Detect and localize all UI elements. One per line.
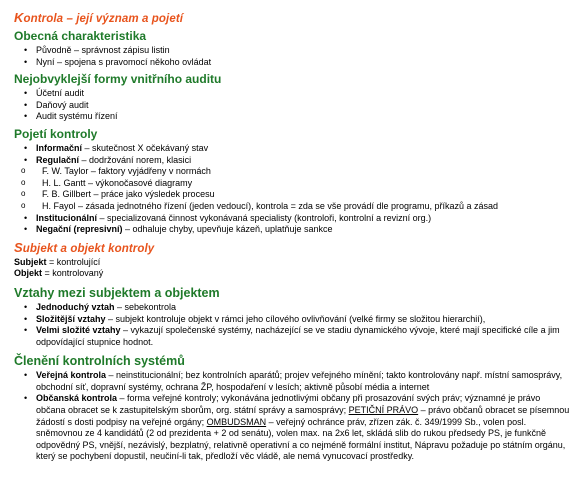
sub-list-item: o H. Fayol – zásada jednotného řízení (jeden vedoucí), kontrola = zda se vše provádí dle programu, příkazů a zásad (14, 201, 571, 213)
sublist-klasici (14, 166, 571, 212)
desc: – dodržování norem, klasici (79, 154, 192, 165)
list-item: • Audit systému řízení (14, 111, 571, 123)
term: Objekt (14, 268, 43, 279)
desc: – forma veřejné kontroly; vykonávána jednotlivými občany při prosazování svých práv; významné je právo občana obracet se k zastupitelským sborům, org. státní správy a samosprávy; (36, 393, 541, 416)
list-cleneni (14, 370, 571, 463)
list-item (14, 393, 571, 463)
list-item (14, 143, 571, 155)
desc: – veřejný ochránce práv, zřízen zák. č. 349/1999 Sb., volen posl. sněmovnou ze 4 kandidátů (2 od prezidenta + 2 od senátu), volen max. na 2x6 let, skládá slib do rukou předsedy PS, je funkčně odpovědný PS, vnější, nezávislý, bezplatný, relativně operativní a co nejméně formální institut, Nápravu požaduje po státním orgánu, který se pochybení dopustil, neučiní-li tak, předloží věc vládě, ale nemá vynucovací prostředky. (36, 416, 566, 462)
list-pojeti (14, 143, 571, 166)
desc: – právo občanů obracet se písemnou žádostí s dosti podpisy na veřejné orgány; (36, 405, 570, 427)
subjekt-line (14, 257, 571, 269)
list-vztahy (14, 302, 571, 348)
term: Jednoduchý vztah (36, 301, 115, 312)
sub-list-item: o F. W. Taylor – faktory vyjádřeny v normách (14, 166, 571, 178)
desc: = kontrolující (46, 256, 101, 267)
term: Negační (represivní) (36, 224, 123, 235)
list-item (14, 302, 571, 314)
sub-list-item: o F. B. Gillbert – práce jako výsledek procesu (14, 189, 571, 201)
term: Subjekt (14, 256, 47, 267)
list-item (14, 155, 571, 167)
list-obecna (14, 45, 571, 68)
list-item (14, 213, 571, 225)
list-item: • Nyní – spojena s pravomocí někoho ovládat (14, 57, 571, 69)
term: Velmi složité vztahy (36, 325, 121, 336)
desc: – odhaluje chyby, upevňuje kázeň, uplatňuje sankce (122, 224, 333, 235)
list-item (14, 370, 571, 393)
heading-cleneni: Členění kontrolních systémů (14, 354, 185, 369)
term: Složitější vztahy (36, 313, 106, 324)
desc: – specializovaná činnost vykonávaná specialisty (kontroloři, kontrolní a revizní org.) (97, 212, 432, 223)
sub-list-item: o H. L. Gantt – výkonočasové diagramy (14, 178, 571, 190)
list-item (14, 224, 571, 236)
term: Regulační (36, 154, 80, 165)
section-title-kontrola: Kontrola – její význam a pojetí (14, 10, 184, 25)
list-item: • Původně – správnost zápisu listin (14, 45, 571, 57)
heading-formy: Nejobvyklejší formy vnitřního auditu (14, 72, 222, 87)
list-item (14, 325, 571, 348)
desc: – vykazují společenské systémy, nacházející se ve stadiu dynamického vývoje, které mají specifické cíle a jim odpovídající stupnice hodnot. (36, 325, 560, 347)
desc: – sebekontrola (114, 301, 177, 312)
section-title-subjekt: Subjekt a objekt kontroly (14, 239, 155, 255)
term: Veřejná kontrola (36, 370, 107, 381)
list-item: • Účetní audit (14, 88, 571, 100)
ombudsman-term: OMBUDSMAN (206, 416, 267, 427)
term: Informační (36, 142, 83, 153)
list-item: • Daňový audit (14, 100, 571, 112)
objekt-line (14, 268, 571, 280)
desc: – skutečnost X očekávaný stav (82, 142, 209, 153)
list-pojeti-2 (14, 213, 571, 236)
list-item (14, 314, 571, 326)
term: Institucionální (36, 212, 98, 223)
heading-obecna: Obecná charakteristika (14, 29, 147, 43)
heading-vztahy: Vztahy mezi subjektem a objektem (14, 285, 220, 300)
desc: – neinstitucionální; bez kontrolních aparátů; projev veřejného mínění; takto kontrolovány např. místní samosprávy, obchodní síť, dopravní systémy, ochrana ŽP, hospodaření v lesích; aktivně působí média a internet (36, 370, 563, 392)
desc: – subjekt kontroluje objekt v rámci jeho cílového ovlivňování (velké firmy se složitou hierarchií), (105, 313, 486, 324)
peticni-pravo-term: PETIČNÍ PRÁVO (348, 405, 419, 416)
term: Občanská kontrola (36, 393, 118, 404)
heading-pojeti: Pojetí kontroly (14, 126, 98, 141)
desc: = kontrolovaný (42, 268, 104, 279)
list-formy (14, 88, 571, 123)
